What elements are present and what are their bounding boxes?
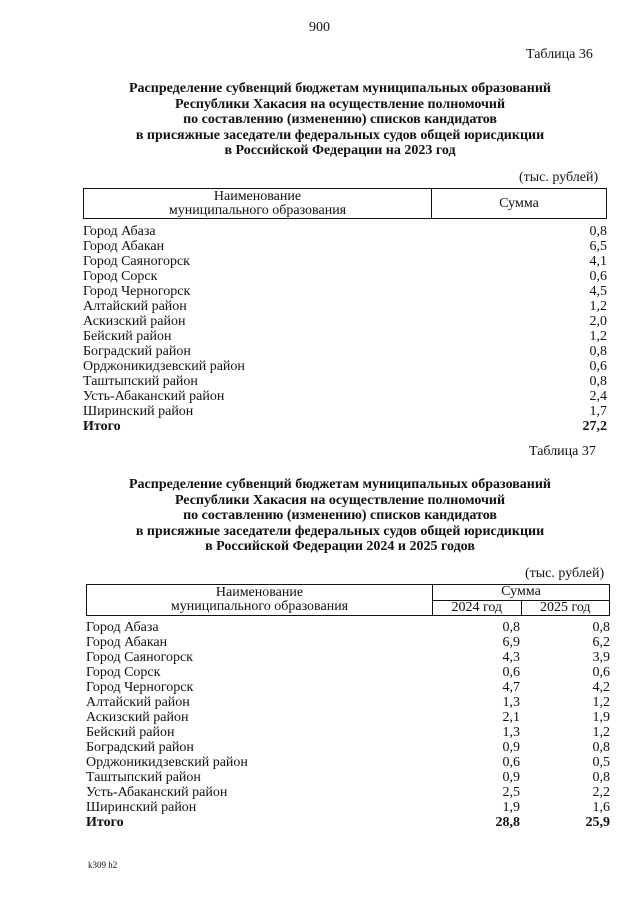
table-row xyxy=(86,800,610,815)
heading-line: Распределение субвенций бюджетам муниципальных образований xyxy=(129,81,551,96)
row-name: Алтайский район xyxy=(86,695,190,710)
table-row xyxy=(83,389,607,404)
table-row xyxy=(86,755,610,770)
row-value-2024: 2,5 xyxy=(502,785,520,800)
table-row xyxy=(86,695,610,710)
row-value: 4,5 xyxy=(589,284,607,299)
row-value: 0,8 xyxy=(589,344,607,359)
row-name: Город Сорск xyxy=(83,269,158,284)
row-value-2024: 0,9 xyxy=(502,740,520,755)
row-value: 0,6 xyxy=(589,269,607,284)
row-value: 1,2 xyxy=(589,299,607,314)
row-value-2024: 4,3 xyxy=(502,650,520,665)
row-value-2025: 4,2 xyxy=(592,680,610,695)
heading-line: по составлению (изменению) списков кандидатов xyxy=(183,508,497,523)
table-row xyxy=(83,284,607,299)
table-row xyxy=(83,239,607,254)
table-row xyxy=(83,224,607,239)
total-label: Итого xyxy=(86,815,124,830)
table36-label: Таблица 36 xyxy=(526,47,593,62)
total-2025: 25,9 xyxy=(585,815,610,830)
heading-line: Распределение субвенций бюджетам муниципальных образований xyxy=(129,477,551,492)
table37-body xyxy=(86,620,610,830)
row-name: Город Черногорск xyxy=(83,284,191,299)
row-value: 4,1 xyxy=(589,254,607,269)
table36-header xyxy=(83,188,607,219)
row-name: Аскизский район xyxy=(86,710,189,725)
row-name: Город Черногорск xyxy=(86,680,194,695)
row-value-2025: 0,8 xyxy=(592,770,610,785)
row-name: Ширинский район xyxy=(86,800,197,815)
row-name: Таштыпский район xyxy=(86,770,201,785)
total-value: 27,2 xyxy=(582,419,607,434)
header-name-cell xyxy=(87,585,433,616)
row-value-2024: 2,1 xyxy=(502,710,520,725)
row-name: Боградский район xyxy=(83,344,191,359)
row-name: Таштыпский район xyxy=(83,374,198,389)
row-value: 0,8 xyxy=(589,374,607,389)
header-name-line2: муниципального образования xyxy=(168,202,347,218)
row-value: 1,7 xyxy=(589,404,607,419)
row-name: Бейский район xyxy=(86,725,175,740)
table-row xyxy=(86,650,610,665)
row-value-2025: 2,2 xyxy=(592,785,610,800)
row-value-2025: 0,5 xyxy=(592,755,610,770)
header-year-2024: 2024 год xyxy=(433,600,522,616)
table-row xyxy=(86,680,610,695)
row-value-2025: 0,8 xyxy=(592,620,610,635)
row-value-2024: 0,8 xyxy=(502,620,520,635)
row-value-2025: 6,2 xyxy=(592,635,610,650)
table-row xyxy=(86,740,610,755)
row-value: 0,6 xyxy=(589,359,607,374)
row-value-2024: 0,6 xyxy=(502,755,520,770)
row-name: Город Саяногорск xyxy=(86,650,193,665)
table-row xyxy=(83,404,607,419)
row-name: Город Абакан xyxy=(86,635,168,650)
header-name-line2: муниципального образования xyxy=(170,599,349,614)
header-sum-cell: Сумма xyxy=(432,189,607,219)
row-name: Усть-Абаканский район xyxy=(83,389,225,404)
table-row xyxy=(83,314,607,329)
header-name-line1: Наименование xyxy=(213,188,302,204)
row-value: 2,0 xyxy=(589,314,607,329)
table-row xyxy=(86,620,610,635)
row-name: Город Абакан xyxy=(83,239,165,254)
header-name-line1: Наименование xyxy=(215,585,304,600)
row-name: Город Саяногорск xyxy=(83,254,190,269)
table-row xyxy=(86,785,610,800)
total-2024: 28,8 xyxy=(495,815,520,830)
row-value: 2,4 xyxy=(589,389,607,404)
table-row xyxy=(86,770,610,785)
row-value-2025: 3,9 xyxy=(592,650,610,665)
table37-label: Таблица 37 xyxy=(529,444,596,459)
table-row xyxy=(83,374,607,389)
table-row xyxy=(86,725,610,740)
total-label: Итого xyxy=(83,419,121,434)
page-number: 900 xyxy=(309,20,330,35)
table36-heading xyxy=(60,81,620,159)
heading-line: в Российской Федерации на 2023 год xyxy=(224,143,456,158)
row-name: Ширинский район xyxy=(83,404,194,419)
row-value-2025: 1,6 xyxy=(592,800,610,815)
table-row xyxy=(86,665,610,680)
row-name: Город Абаза xyxy=(83,224,156,239)
heading-line: в присяжные заседатели федеральных судов общей юрисдикции xyxy=(135,127,545,143)
table37-header xyxy=(86,584,610,616)
table36-unit: (тыс. рублей) xyxy=(519,170,599,185)
header-sum-cell: Сумма xyxy=(433,585,610,601)
row-value-2024: 0,6 xyxy=(502,665,520,680)
table-row xyxy=(83,329,607,344)
table-row xyxy=(86,635,610,650)
row-value: 0,8 xyxy=(589,224,607,239)
row-value-2025: 0,6 xyxy=(592,665,610,680)
row-name: Боградский район xyxy=(86,740,194,755)
table37-unit: (тыс. рублей) xyxy=(525,566,605,581)
heading-line: по составлению (изменению) списков кандидатов xyxy=(183,112,497,127)
row-value-2025: 0,8 xyxy=(592,740,610,755)
header-year-2025: 2025 год xyxy=(521,600,610,616)
table-row xyxy=(83,254,607,269)
table36-body xyxy=(83,224,607,434)
row-name: Город Сорск xyxy=(86,665,161,680)
footer-code: k309 h2 xyxy=(88,860,118,870)
heading-line: Республики Хакасия на осуществление полномочий xyxy=(174,96,506,112)
row-value-2024: 1,3 xyxy=(502,695,520,710)
table-row xyxy=(83,344,607,359)
row-name: Город Абаза xyxy=(86,620,159,635)
row-name: Орджоникидзевский район xyxy=(83,359,245,374)
table-row xyxy=(83,359,607,374)
row-value-2025: 1,2 xyxy=(592,695,610,710)
row-value-2025: 1,2 xyxy=(592,725,610,740)
total-row xyxy=(83,419,607,434)
row-value-2024: 1,9 xyxy=(502,800,520,815)
table-row xyxy=(83,299,607,314)
table-row xyxy=(86,710,610,725)
table37-heading xyxy=(60,477,620,555)
heading-line: Республики Хакасия на осуществление полномочий xyxy=(174,492,506,508)
row-name: Бейский район xyxy=(83,329,172,344)
row-value-2024: 0,9 xyxy=(502,770,520,785)
heading-line: в присяжные заседатели федеральных судов общей юрисдикции xyxy=(135,523,545,539)
row-name: Усть-Абаканский район xyxy=(86,785,228,800)
row-value: 1,2 xyxy=(589,329,607,344)
row-name: Алтайский район xyxy=(83,299,187,314)
row-value: 6,5 xyxy=(589,239,607,254)
table-row xyxy=(83,269,607,284)
row-value-2025: 1,9 xyxy=(592,710,610,725)
total-row xyxy=(86,815,610,830)
row-name: Орджоникидзевский район xyxy=(86,755,248,770)
header-name-cell xyxy=(84,189,432,219)
row-name: Аскизский район xyxy=(83,314,186,329)
row-value-2024: 4,7 xyxy=(502,680,520,695)
heading-line: в Российской Федерации 2024 и 2025 годов xyxy=(205,539,475,554)
row-value-2024: 1,3 xyxy=(502,725,520,740)
row-value-2024: 6,9 xyxy=(502,635,520,650)
